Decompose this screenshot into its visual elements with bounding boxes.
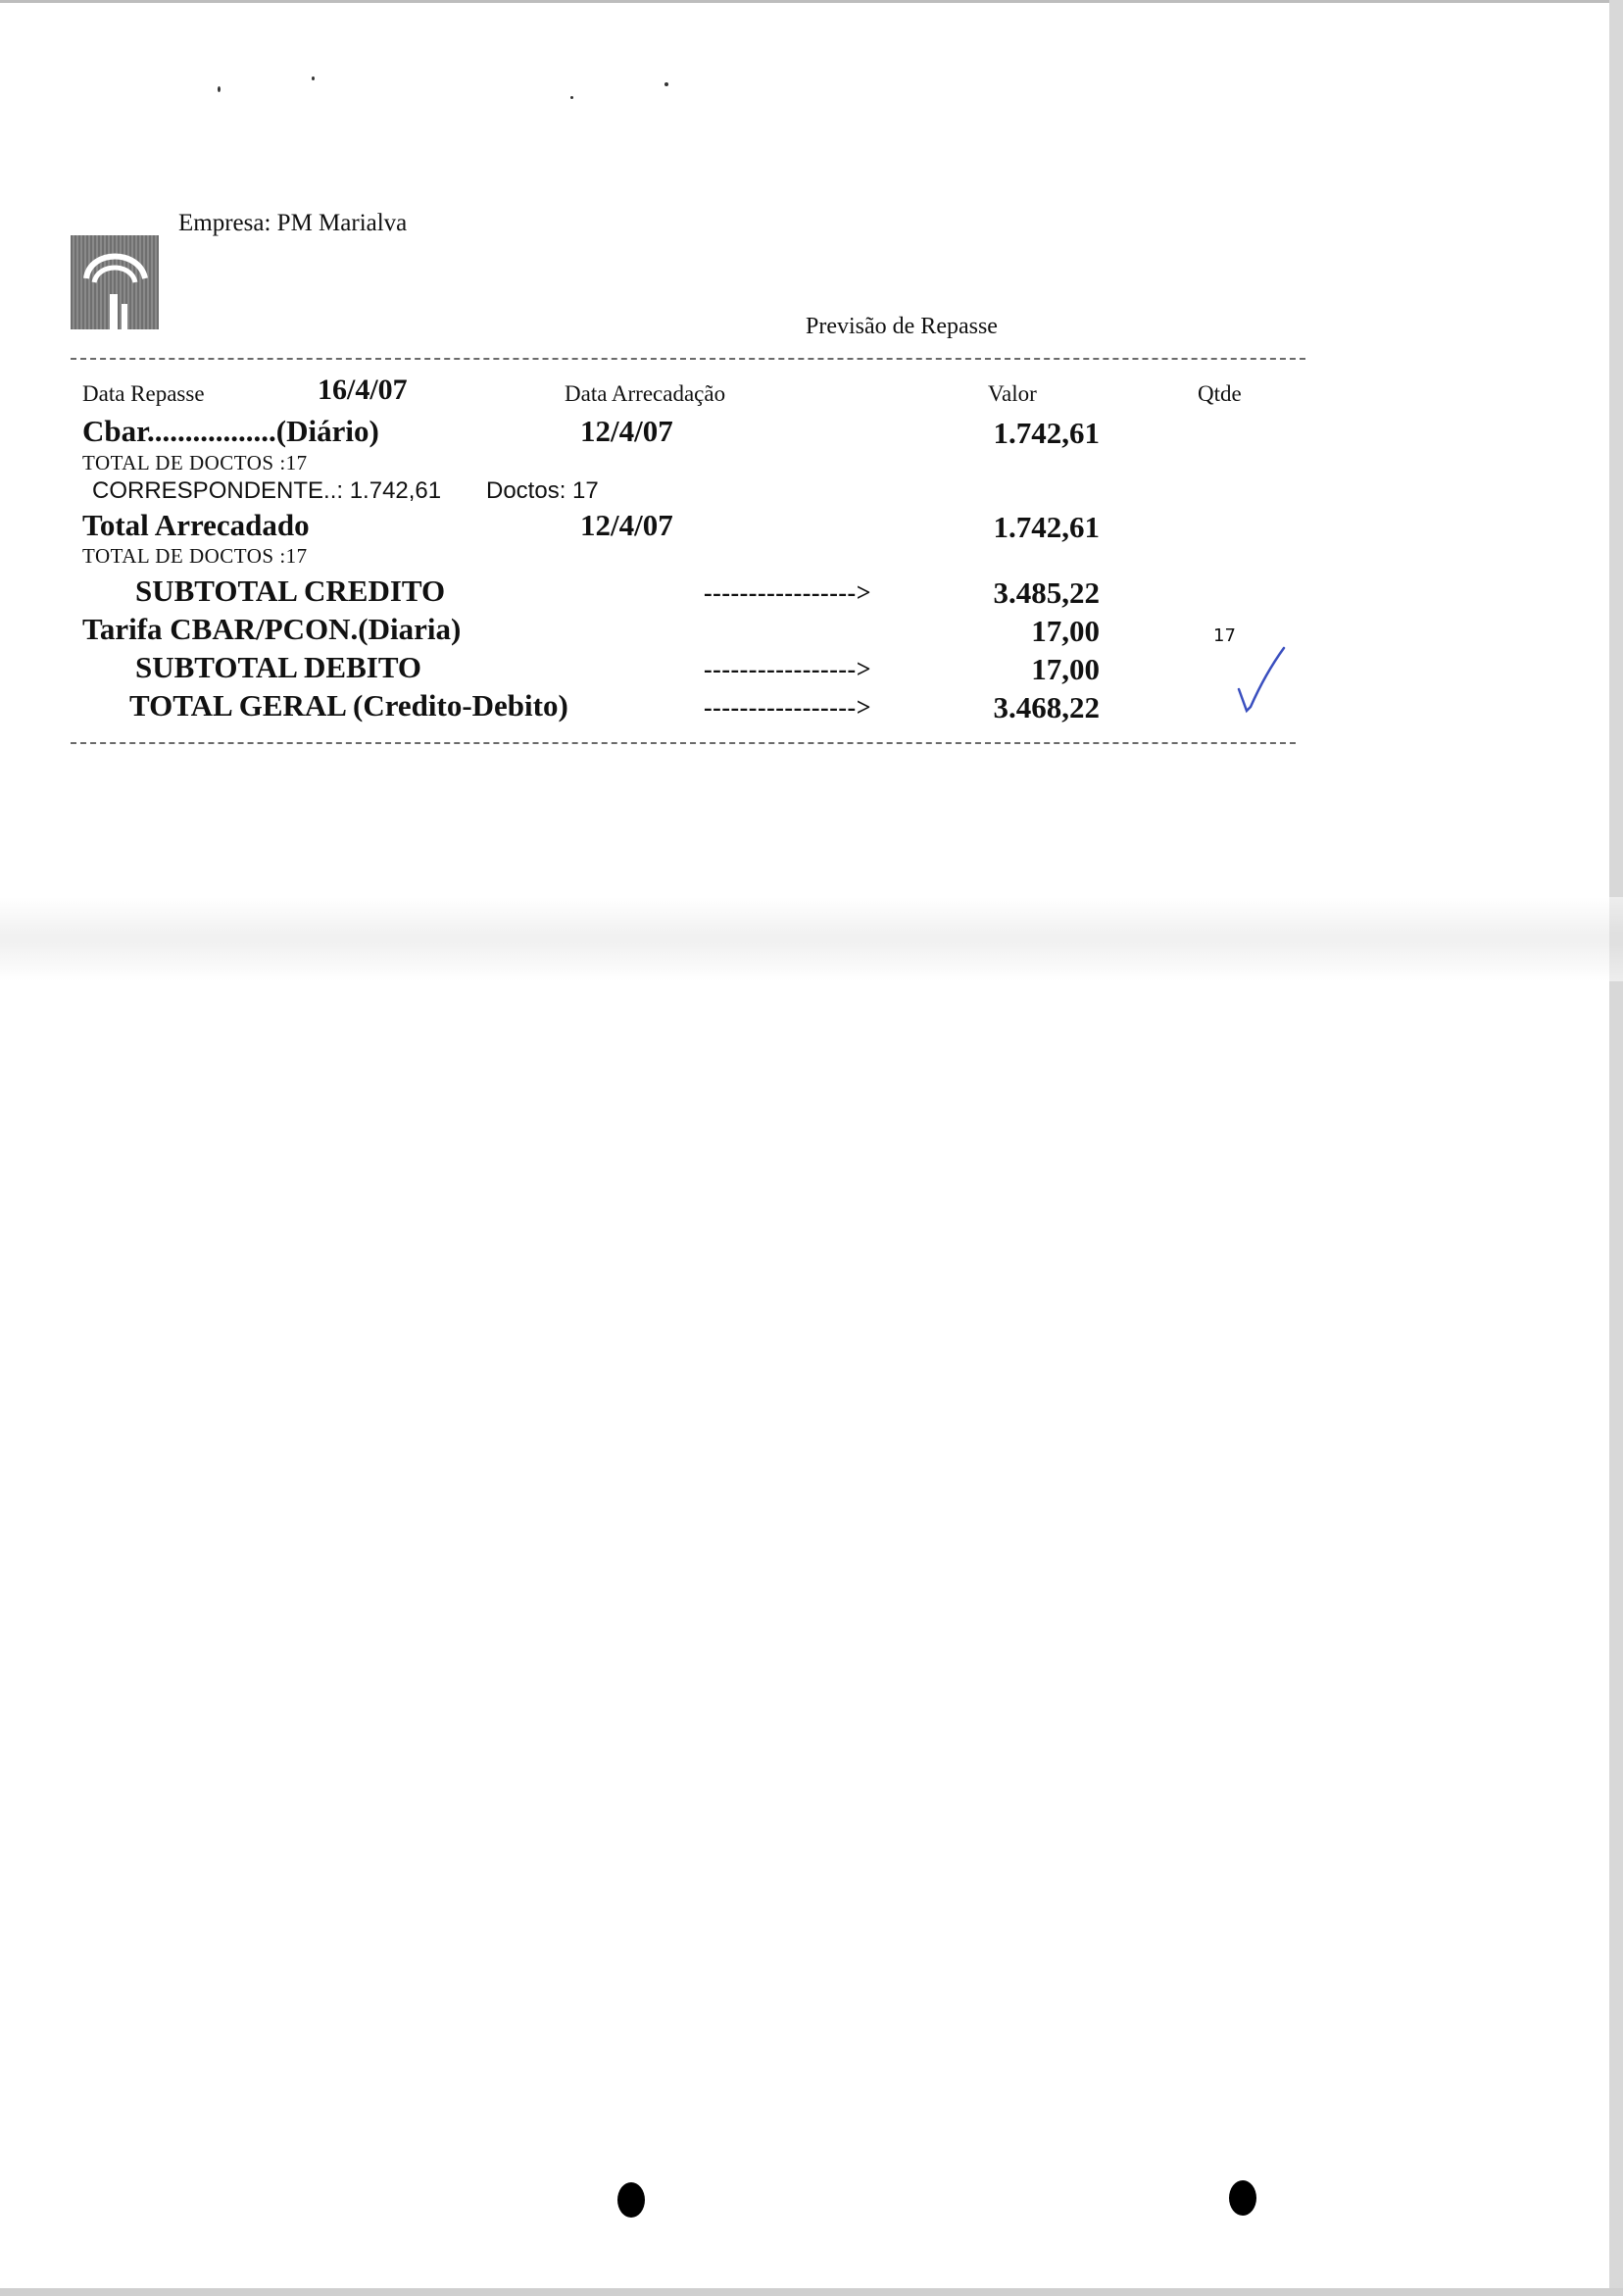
cbar-label [82,414,379,449]
divider-top [71,358,1305,360]
company-name: Empresa: PM Marialva [178,210,408,236]
subtotal-credito-label: SUBTOTAL CREDITO [135,574,446,608]
total-arrecadado-date: 12/4/07 [580,508,673,542]
total-arrecadado-value: 1.742,61 [993,510,1100,544]
subtotal-credito-value: 3.485,22 [993,575,1100,610]
scan-edge-bottom [0,2288,1623,2296]
tarifa-label: Tarifa CBAR/PCON.(Diaria) [82,612,462,646]
cbar-value: 1.742,61 [993,416,1100,450]
cbar-date: 12/4/07 [580,414,673,448]
scan-speck [570,96,573,99]
data-arrecadacao-label: Data Arrecadação [565,381,726,406]
subtotal-credito-arrow: -----------------> [704,578,872,607]
subtotal-debito-value: 17,00 [1031,652,1100,686]
scan-edge-top [0,0,1623,3]
correspondente-line: CORRESPONDENTE..: 1.742,61 [92,477,442,504]
punch-hole-right [1229,2180,1256,2216]
report-title: Previsão de Repasse [806,314,998,339]
qtde-label: Qtde [1198,381,1242,406]
scan-speck [312,76,315,80]
divider-bottom [71,742,1296,744]
total-arrecadado-label: Total Arrecadado [82,508,310,542]
bank-logo-icon [71,235,159,329]
data-repasse-label: Data Repasse [82,381,205,406]
scan-speck [664,82,668,86]
scan-speck [218,86,221,92]
tarifa-value: 17,00 [1031,614,1100,648]
cbar-label-text: Cbar.................(Diário) [82,414,379,448]
valor-label: Valor [988,381,1037,406]
subtotal-debito-arrow: -----------------> [704,655,872,683]
punch-hole-left [617,2182,645,2218]
total-geral-value: 3.468,22 [993,690,1100,724]
subtotal-debito-label: SUBTOTAL DEBITO [135,650,422,684]
correspondente-doctos: Doctos: 17 [486,477,599,504]
arrecadado-total-doctos: TOTAL DE DOCTOS :17 [82,544,308,568]
handwritten-checkmark-icon [1233,642,1292,721]
total-geral-arrow: -----------------> [704,693,872,722]
scan-edge-right [1609,0,1623,2296]
tarifa-qty: 17 [1213,625,1236,646]
data-repasse-value: 16/4/07 [318,374,408,406]
cbar-total-doctos: TOTAL DE DOCTOS :17 [82,451,308,474]
scan-fold-band [0,897,1623,981]
total-geral-label: TOTAL GERAL (Credito-Debito) [129,688,568,723]
